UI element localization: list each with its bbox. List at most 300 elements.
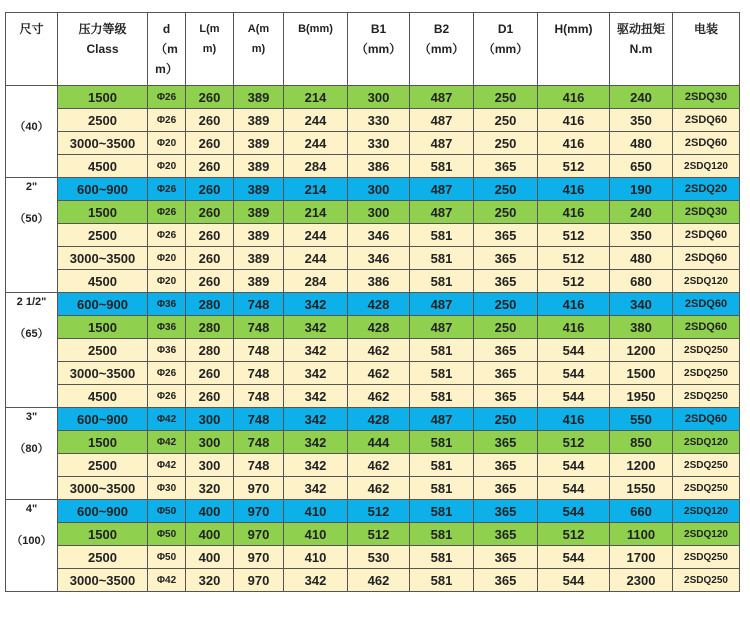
cell-class: 1500: [58, 431, 148, 454]
table-row: [6, 109, 740, 132]
cell-actuator: 2SDQ30: [673, 201, 740, 224]
cell-d1: 250: [474, 201, 538, 224]
header-size: [6, 13, 58, 86]
cell-class: 600~900: [58, 178, 148, 201]
size-cell: [6, 86, 58, 178]
cell-b2: 487: [410, 316, 474, 339]
size-cell: [6, 293, 58, 408]
cell-b2: 487: [410, 408, 474, 431]
cell-h: 512: [538, 431, 610, 454]
table-row: [6, 546, 740, 569]
table-row: [6, 132, 740, 155]
cell-class: 4500: [58, 270, 148, 293]
cell-b2: 581: [410, 431, 474, 454]
header-torque-unit: N.m: [629, 42, 653, 56]
cell-torque: 480: [610, 247, 673, 270]
cell-b1: 462: [348, 454, 410, 477]
size-inch: 2": [25, 181, 38, 193]
cell-h: 416: [538, 109, 610, 132]
cell-h: 544: [538, 569, 610, 592]
header-b1: [348, 13, 410, 86]
size-cell: [6, 178, 58, 293]
cell-d: Φ26: [148, 362, 186, 385]
cell-d: Φ50: [148, 546, 186, 569]
cell-b2: 581: [410, 569, 474, 592]
cell-a: 970: [234, 523, 284, 546]
cell-d: Φ50: [148, 523, 186, 546]
header-h: [538, 13, 610, 86]
header-l-a: L(m: [199, 23, 220, 35]
cell-a: 389: [234, 270, 284, 293]
cell-b1: 428: [348, 316, 410, 339]
cell-l: 260: [186, 109, 234, 132]
cell-actuator: 2SDQ250: [673, 569, 740, 592]
cell-l: 260: [186, 362, 234, 385]
cell-class: 2500: [58, 454, 148, 477]
cell-actuator: 2SDQ60: [673, 109, 740, 132]
cell-h: 544: [538, 454, 610, 477]
table-row: [6, 270, 740, 293]
cell-actuator: 2SDQ120: [673, 270, 740, 293]
header-b: [284, 13, 348, 86]
cell-l: 260: [186, 155, 234, 178]
cell-actuator: 2SDQ250: [673, 477, 740, 500]
cell-class: 1500: [58, 523, 148, 546]
cell-class: 3000~3500: [58, 132, 148, 155]
cell-b: 342: [284, 293, 348, 316]
cell-l: 400: [186, 546, 234, 569]
cell-d1: 250: [474, 109, 538, 132]
cell-h: 544: [538, 385, 610, 408]
cell-a: 970: [234, 500, 284, 523]
cell-actuator: 2SDQ120: [673, 523, 740, 546]
cell-torque: 190: [610, 178, 673, 201]
cell-class: 4500: [58, 155, 148, 178]
header-b2-a: B2: [433, 22, 450, 36]
cell-a: 748: [234, 385, 284, 408]
cell-b: 214: [284, 86, 348, 109]
header-d1: [474, 13, 538, 86]
cell-actuator: 2SDQ20: [673, 178, 740, 201]
cell-b1: 444: [348, 431, 410, 454]
cell-d1: 250: [474, 178, 538, 201]
cell-a: 389: [234, 247, 284, 270]
header-size-label: 尺寸: [19, 22, 44, 36]
cell-class: 3000~3500: [58, 362, 148, 385]
cell-actuator: 2SDQ60: [673, 316, 740, 339]
header-d: [148, 13, 186, 86]
cell-class: 2500: [58, 224, 148, 247]
table-row: [6, 155, 740, 178]
cell-h: 416: [538, 178, 610, 201]
cell-torque: 1550: [610, 477, 673, 500]
cell-d: Φ42: [148, 454, 186, 477]
table-row: [6, 316, 740, 339]
cell-b2: 581: [410, 477, 474, 500]
cell-d1: 365: [474, 477, 538, 500]
header-class-en: Class: [86, 42, 119, 56]
cell-b: 410: [284, 500, 348, 523]
cell-h: 416: [538, 132, 610, 155]
cell-a: 748: [234, 454, 284, 477]
table-row: [6, 362, 740, 385]
cell-torque: 850: [610, 431, 673, 454]
cell-b: 410: [284, 546, 348, 569]
cell-b: 244: [284, 224, 348, 247]
cell-actuator: 2SDQ30: [673, 86, 740, 109]
cell-b2: 487: [410, 109, 474, 132]
header-b-label: B(mm): [298, 23, 333, 35]
size-cell: [6, 500, 58, 592]
cell-l: 280: [186, 293, 234, 316]
cell-a: 389: [234, 155, 284, 178]
cell-d: Φ26: [148, 86, 186, 109]
cell-a: 748: [234, 362, 284, 385]
cell-class: 2500: [58, 339, 148, 362]
cell-h: 416: [538, 408, 610, 431]
cell-b2: 581: [410, 155, 474, 178]
cell-b1: 530: [348, 546, 410, 569]
cell-d1: 250: [474, 316, 538, 339]
cell-class: 3000~3500: [58, 477, 148, 500]
cell-b1: 346: [348, 247, 410, 270]
cell-torque: 340: [610, 293, 673, 316]
cell-b: 214: [284, 178, 348, 201]
cell-d: Φ26: [148, 385, 186, 408]
cell-a: 389: [234, 132, 284, 155]
cell-torque: 380: [610, 316, 673, 339]
cell-d1: 250: [474, 86, 538, 109]
cell-b2: 581: [410, 546, 474, 569]
cell-b: 342: [284, 385, 348, 408]
cell-d: Φ26: [148, 201, 186, 224]
cell-d1: 365: [474, 270, 538, 293]
cell-b: 244: [284, 132, 348, 155]
header-actuator-label: 电装: [693, 22, 718, 36]
cell-actuator: 2SDQ250: [673, 362, 740, 385]
cell-l: 280: [186, 316, 234, 339]
cell-d1: 250: [474, 293, 538, 316]
cell-d: Φ42: [148, 408, 186, 431]
cell-d: Φ20: [148, 132, 186, 155]
cell-d: Φ42: [148, 431, 186, 454]
cell-b2: 581: [410, 247, 474, 270]
cell-class: 4500: [58, 385, 148, 408]
header-torque: [610, 13, 673, 86]
table-row: [6, 385, 740, 408]
header-d1-b: （mm）: [482, 42, 529, 56]
header-row: [6, 13, 740, 86]
cell-b1: 428: [348, 293, 410, 316]
cell-actuator: 2SDQ60: [673, 247, 740, 270]
cell-d: Φ20: [148, 155, 186, 178]
cell-a: 389: [234, 224, 284, 247]
header-a-b: m): [251, 43, 266, 55]
header-b2-b: （mm）: [418, 42, 465, 56]
cell-d1: 365: [474, 500, 538, 523]
cell-b1: 512: [348, 523, 410, 546]
cell-torque: 550: [610, 408, 673, 431]
cell-a: 389: [234, 86, 284, 109]
cell-a: 748: [234, 293, 284, 316]
size-cell: [6, 408, 58, 500]
cell-class: 2500: [58, 109, 148, 132]
size-mm: （100）: [11, 535, 52, 547]
header-l: [186, 13, 234, 86]
cell-b1: 300: [348, 201, 410, 224]
header-b1-b: （mm）: [355, 42, 402, 56]
cell-b1: 462: [348, 569, 410, 592]
cell-a: 970: [234, 569, 284, 592]
cell-b: 342: [284, 362, 348, 385]
cell-class: 3000~3500: [58, 569, 148, 592]
cell-h: 512: [538, 155, 610, 178]
cell-d1: 365: [474, 385, 538, 408]
cell-d: Φ26: [148, 109, 186, 132]
cell-actuator: 2SDQ60: [673, 293, 740, 316]
table-row: [6, 293, 740, 316]
header-h-label: H(mm): [554, 22, 593, 36]
cell-b2: 487: [410, 86, 474, 109]
header-class: [58, 13, 148, 86]
cell-b: 342: [284, 339, 348, 362]
cell-l: 320: [186, 569, 234, 592]
cell-d: Φ30: [148, 477, 186, 500]
cell-h: 512: [538, 270, 610, 293]
cell-class: 1500: [58, 86, 148, 109]
cell-l: 260: [186, 247, 234, 270]
cell-d: Φ20: [148, 247, 186, 270]
cell-b: 284: [284, 270, 348, 293]
cell-d1: 365: [474, 431, 538, 454]
cell-l: 320: [186, 477, 234, 500]
table-row: [6, 247, 740, 270]
valve-spec-table: [5, 12, 740, 592]
header-class-cn: 压力等级: [78, 22, 127, 36]
table-row: [6, 178, 740, 201]
cell-a: 389: [234, 178, 284, 201]
cell-l: 260: [186, 86, 234, 109]
cell-b2: 581: [410, 385, 474, 408]
cell-b1: 512: [348, 500, 410, 523]
cell-l: 400: [186, 523, 234, 546]
cell-d1: 250: [474, 408, 538, 431]
header-torque-cn: 驱动扭矩: [616, 22, 665, 36]
cell-class: 1500: [58, 201, 148, 224]
cell-b1: 346: [348, 224, 410, 247]
cell-d1: 365: [474, 155, 538, 178]
cell-a: 748: [234, 339, 284, 362]
cell-class: 600~900: [58, 500, 148, 523]
cell-l: 260: [186, 201, 234, 224]
cell-torque: 660: [610, 500, 673, 523]
header-d-b: （m: [155, 42, 178, 56]
cell-d1: 365: [474, 523, 538, 546]
size-inch: 4": [25, 503, 38, 515]
table-row: [6, 408, 740, 431]
cell-actuator: 2SDQ120: [673, 500, 740, 523]
header-a: [234, 13, 284, 86]
table-row: [6, 477, 740, 500]
size-mm: （80）: [14, 443, 49, 455]
cell-b2: 581: [410, 224, 474, 247]
cell-torque: 1500: [610, 362, 673, 385]
cell-torque: 240: [610, 86, 673, 109]
cell-b1: 462: [348, 339, 410, 362]
cell-h: 416: [538, 316, 610, 339]
cell-b: 284: [284, 155, 348, 178]
cell-actuator: 2SDQ120: [673, 155, 740, 178]
cell-d: Φ20: [148, 270, 186, 293]
cell-b1: 462: [348, 385, 410, 408]
cell-h: 544: [538, 339, 610, 362]
cell-b: 342: [284, 569, 348, 592]
cell-torque: 1100: [610, 523, 673, 546]
cell-torque: 240: [610, 201, 673, 224]
cell-d: Φ26: [148, 178, 186, 201]
header-d-c: m）: [155, 62, 178, 76]
cell-actuator: 2SDQ250: [673, 546, 740, 569]
cell-d1: 365: [474, 339, 538, 362]
cell-l: 260: [186, 270, 234, 293]
cell-actuator: 2SDQ60: [673, 132, 740, 155]
cell-actuator: 2SDQ60: [673, 224, 740, 247]
cell-actuator: 2SDQ120: [673, 431, 740, 454]
cell-h: 544: [538, 546, 610, 569]
cell-actuator: 2SDQ250: [673, 385, 740, 408]
size-mm: （50）: [14, 213, 49, 225]
size-inch: 3": [25, 411, 38, 423]
cell-d1: 250: [474, 132, 538, 155]
cell-b: 342: [284, 408, 348, 431]
cell-a: 748: [234, 431, 284, 454]
cell-b1: 330: [348, 109, 410, 132]
cell-b1: 386: [348, 270, 410, 293]
cell-l: 300: [186, 431, 234, 454]
cell-b2: 487: [410, 178, 474, 201]
cell-actuator: 2SDQ60: [673, 408, 740, 431]
cell-b2: 487: [410, 201, 474, 224]
cell-l: 400: [186, 500, 234, 523]
cell-b: 244: [284, 247, 348, 270]
header-a-a: A(m: [247, 23, 270, 35]
table-body: [6, 86, 740, 592]
size-inch: 2 1/2": [16, 296, 47, 308]
size-inch: [6, 86, 57, 118]
cell-h: 544: [538, 477, 610, 500]
cell-torque: 350: [610, 109, 673, 132]
cell-class: 600~900: [58, 408, 148, 431]
cell-d: Φ26: [148, 224, 186, 247]
cell-d1: 365: [474, 546, 538, 569]
cell-b1: 462: [348, 362, 410, 385]
cell-b1: 428: [348, 408, 410, 431]
size-mm: （65）: [14, 328, 49, 340]
cell-h: 512: [538, 523, 610, 546]
cell-d: Φ36: [148, 316, 186, 339]
table-row: [6, 500, 740, 523]
cell-b1: 386: [348, 155, 410, 178]
table-row: [6, 454, 740, 477]
cell-b1: 300: [348, 86, 410, 109]
cell-l: 260: [186, 385, 234, 408]
cell-b2: 581: [410, 500, 474, 523]
table-row: [6, 339, 740, 362]
cell-a: 389: [234, 109, 284, 132]
cell-a: 970: [234, 546, 284, 569]
cell-a: 970: [234, 477, 284, 500]
cell-l: 280: [186, 339, 234, 362]
cell-l: 260: [186, 224, 234, 247]
cell-a: 389: [234, 201, 284, 224]
cell-l: 300: [186, 454, 234, 477]
cell-h: 544: [538, 362, 610, 385]
size-mm: （40）: [14, 121, 49, 133]
table-row: [6, 523, 740, 546]
cell-d1: 365: [474, 224, 538, 247]
cell-b: 342: [284, 477, 348, 500]
cell-torque: 650: [610, 155, 673, 178]
header-d1-a: D1: [497, 22, 514, 36]
cell-l: 300: [186, 408, 234, 431]
cell-a: 748: [234, 316, 284, 339]
cell-h: 512: [538, 247, 610, 270]
cell-d1: 365: [474, 569, 538, 592]
cell-class: 2500: [58, 546, 148, 569]
cell-b2: 581: [410, 523, 474, 546]
table-row: [6, 431, 740, 454]
cell-class: 3000~3500: [58, 247, 148, 270]
cell-h: 416: [538, 86, 610, 109]
cell-b: 342: [284, 454, 348, 477]
cell-class: 1500: [58, 316, 148, 339]
cell-b: 214: [284, 201, 348, 224]
cell-d: Φ42: [148, 569, 186, 592]
table-row: [6, 224, 740, 247]
cell-b2: 581: [410, 270, 474, 293]
header-b1-a: B1: [370, 22, 387, 36]
cell-b1: 462: [348, 477, 410, 500]
cell-b: 342: [284, 431, 348, 454]
cell-b1: 300: [348, 178, 410, 201]
cell-torque: 1200: [610, 339, 673, 362]
cell-torque: 2300: [610, 569, 673, 592]
cell-torque: 480: [610, 132, 673, 155]
cell-l: 260: [186, 132, 234, 155]
cell-b2: 581: [410, 339, 474, 362]
header-actuator: [673, 13, 740, 86]
header-l-b: m): [202, 43, 217, 55]
cell-d: Φ50: [148, 500, 186, 523]
table-row: [6, 201, 740, 224]
cell-torque: 1700: [610, 546, 673, 569]
cell-b: 244: [284, 109, 348, 132]
cell-d1: 365: [474, 454, 538, 477]
header-b2: [410, 13, 474, 86]
cell-h: 512: [538, 224, 610, 247]
cell-actuator: 2SDQ250: [673, 454, 740, 477]
cell-b2: 487: [410, 132, 474, 155]
cell-a: 748: [234, 408, 284, 431]
cell-torque: 350: [610, 224, 673, 247]
cell-l: 260: [186, 178, 234, 201]
cell-d: Φ36: [148, 339, 186, 362]
cell-torque: 680: [610, 270, 673, 293]
header-d-a: d: [162, 22, 171, 36]
cell-torque: 1950: [610, 385, 673, 408]
cell-h: 416: [538, 201, 610, 224]
cell-b1: 330: [348, 132, 410, 155]
